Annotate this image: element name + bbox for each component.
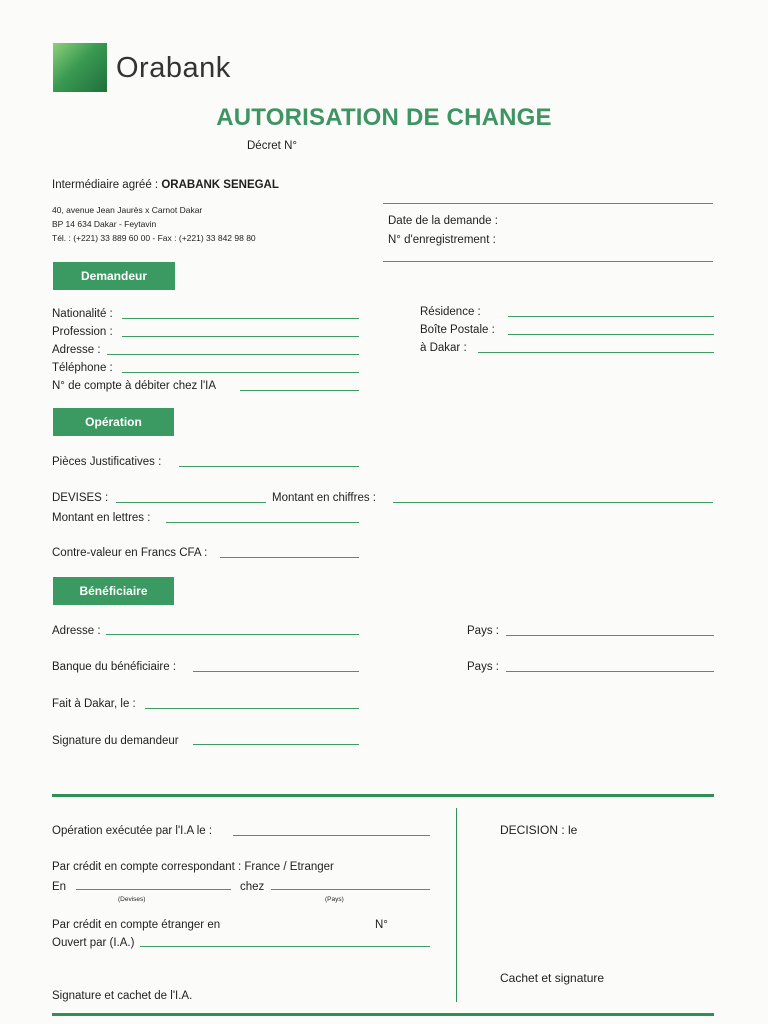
intermediary-name: ORABANK SENEGAL: [161, 179, 279, 191]
nationality-field[interactable]: [122, 318, 359, 319]
signature-label: Signature du demandeur: [52, 735, 179, 747]
currency-field[interactable]: [76, 889, 231, 890]
section-beneficiary: Bénéficiaire: [53, 577, 174, 605]
address-line-2: BP 14 634 Dakar - Feytavin: [52, 219, 157, 229]
account-label: N° de compte à débiter chez l'IA: [52, 380, 217, 392]
beneficiary-bank-label: Banque du bénéficiaire :: [52, 661, 177, 673]
footer-top-rule: [52, 794, 714, 797]
beneficiary-address-field[interactable]: [106, 634, 359, 635]
decree-label: Décret N°: [247, 140, 297, 152]
stamp-signature-label: Cachet et signature: [500, 971, 605, 985]
phone-label: Téléphone :: [52, 362, 113, 374]
signature-field[interactable]: [193, 744, 359, 745]
amount-figures-label: Montant en chiffres :: [272, 492, 376, 504]
country-1-field[interactable]: [506, 635, 714, 636]
po-box-label: Boîte Postale :: [420, 324, 495, 336]
footer-bottom-rule: [52, 1013, 714, 1016]
cfa-value-field[interactable]: [220, 557, 359, 558]
divider-top: [383, 203, 713, 204]
amount-figures-field[interactable]: [393, 502, 713, 503]
credit-foreign-label: Par crédit en compte étranger en: [52, 919, 221, 931]
nationality-label: Nationalité :: [52, 308, 113, 320]
credit-correspondent-label: Par crédit en compte correspondant : France / Etranger: [52, 861, 334, 873]
beneficiary-address-label: Adresse :: [52, 625, 101, 637]
currency-note: (Devises): [118, 896, 146, 903]
in-dakar-field[interactable]: [478, 352, 714, 353]
in-dakar-label: à Dakar :: [420, 342, 467, 354]
executed-by-label: Opération exécutée par l'I.A le :: [52, 825, 213, 837]
currencies-label: DEVISES :: [52, 492, 109, 504]
ia-signature-label: Signature et cachet de l'I.A.: [52, 990, 193, 1002]
number-label: N°: [375, 919, 388, 931]
request-date-label: Date de la demande :: [388, 215, 498, 227]
brand-name: Orabank: [116, 52, 231, 84]
registration-number-label: N° d'enregistrement :: [388, 234, 496, 246]
at-label: chez: [240, 881, 265, 893]
country-1-label: Pays :: [467, 625, 499, 637]
document-title: AUTORISATION DE CHANGE: [216, 104, 552, 131]
residence-field[interactable]: [508, 316, 714, 317]
address-line-1: 40, avenue Jean Jaurès x Carnot Dakar: [52, 205, 203, 215]
orabank-logo-icon: [53, 43, 107, 92]
divider-bottom: [383, 261, 713, 262]
country-2-field[interactable]: [506, 671, 714, 672]
profession-label: Profession :: [52, 326, 113, 338]
amount-words-label: Montant en lettres :: [52, 512, 151, 524]
intermediary-label: Intermédiaire agréé : ORABANK SENEGAL: [52, 179, 279, 191]
done-at-label: Fait à Dakar, le :: [52, 698, 136, 710]
country-2-label: Pays :: [467, 661, 499, 673]
section-operation: Opération: [53, 408, 174, 436]
executed-by-field[interactable]: [233, 835, 430, 836]
address-field[interactable]: [107, 354, 359, 355]
address-line-3: Tél. : (+221) 33 889 60 00 - Fax : (+221) 33 842 98 80: [52, 233, 256, 243]
documents-field[interactable]: [179, 466, 359, 467]
documents-label: Pièces Justificatives :: [52, 456, 162, 468]
profession-field[interactable]: [122, 336, 359, 337]
country-note: (Pays): [325, 896, 344, 903]
address-label: Adresse :: [52, 344, 101, 356]
country-field[interactable]: [271, 889, 430, 890]
footer-vertical-rule: [456, 808, 457, 1002]
account-field[interactable]: [240, 390, 359, 391]
cfa-value-label: Contre-valeur en Francs CFA :: [52, 547, 208, 559]
residence-label: Résidence :: [420, 306, 481, 318]
po-box-field[interactable]: [508, 334, 714, 335]
phone-field[interactable]: [122, 372, 359, 373]
beneficiary-bank-field[interactable]: [193, 671, 359, 672]
decision-label: DECISION : le: [500, 823, 578, 837]
section-applicant: Demandeur: [53, 262, 175, 290]
done-at-field[interactable]: [145, 708, 359, 709]
opened-by-label: Ouvert par (I.A.): [52, 937, 135, 949]
opened-by-field[interactable]: [140, 946, 430, 947]
currencies-field[interactable]: [116, 502, 266, 503]
amount-words-field[interactable]: [166, 522, 359, 523]
in-label: En: [52, 881, 67, 893]
